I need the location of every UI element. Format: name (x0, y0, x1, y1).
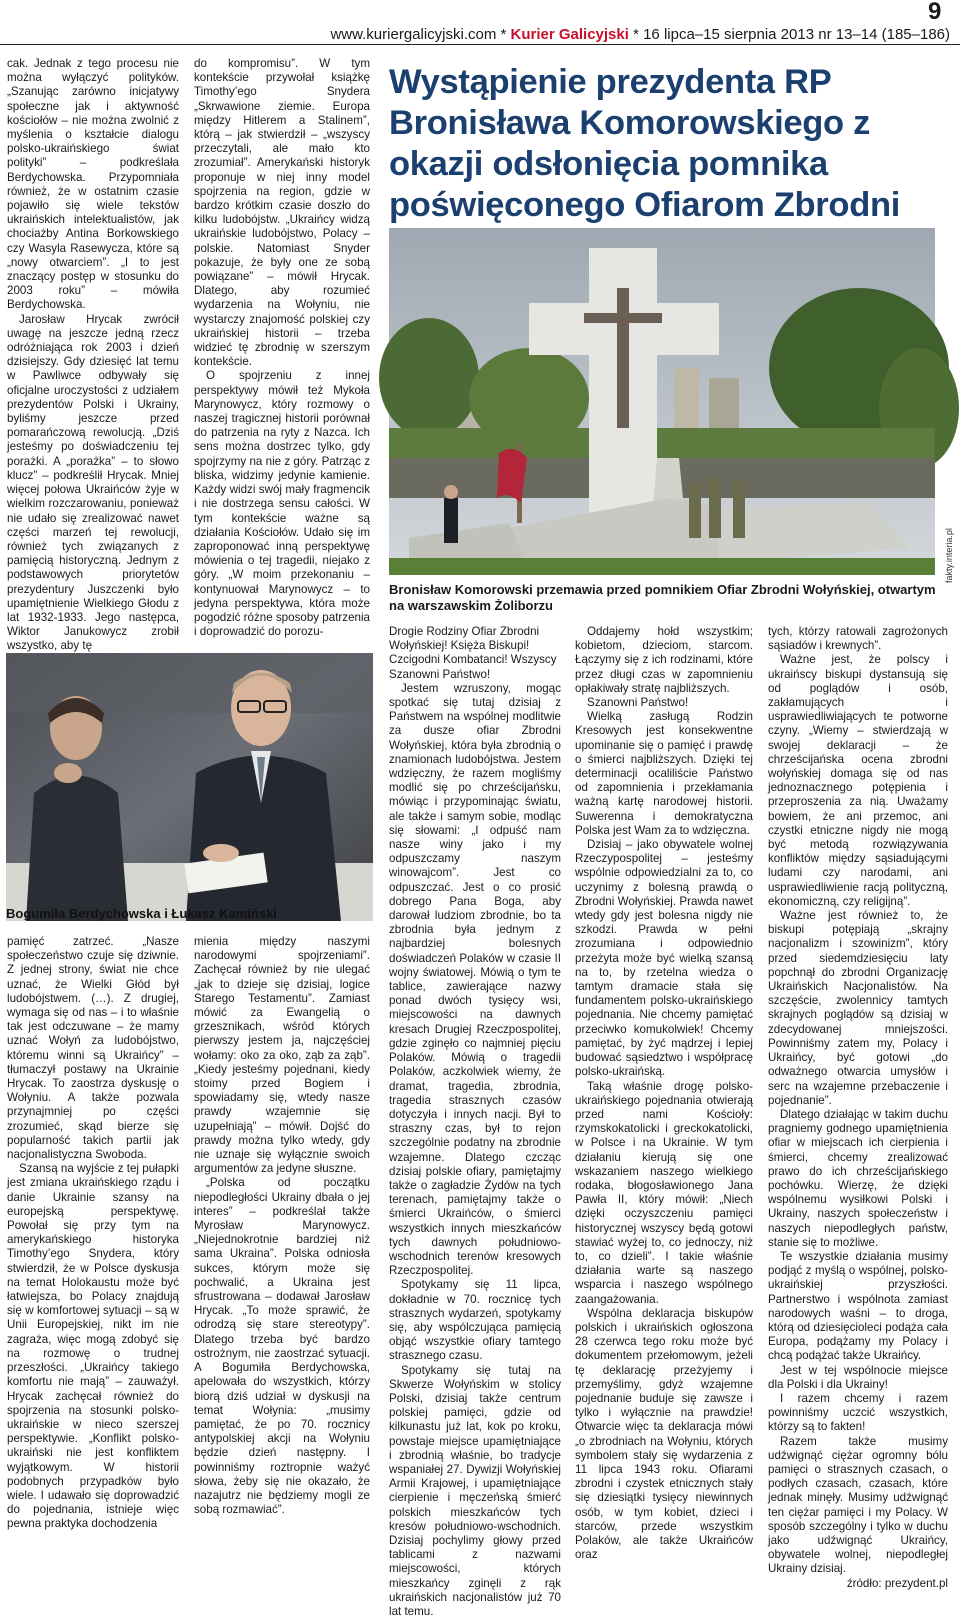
paragraph: Taką właśnie drogę polsko-ukraińskiego pojednania otwierają przed nami Kościoły: rzymskokatolicki i greckokatolicki, w Polsce i na Ukrainie. W tym działaniu kierują się one wskazaniem naszego wielkiego rodaka, błogosławionego Jana Pawła II, który mówił: „Niech dzięki oczyszczeniu pamięci historycznej wszyscy będą gotowi stawiać wyżej to, co jednoczy, niż to, co dzieli”. I takie właśnie działania warte są naszego wsparcia i naszego wspólnego zaangażowania. (575, 1079, 753, 1306)
paragraph: cak. Jednak z tego procesu nie można wyłączyć polityków. „Szanując zarówno inicjatywy społeczne jak i aktywność kościołów – nie można zwolnić z myślenia o kształcie dialogu polsko-ukraińskiego świat polityki” – podkreślała Berdychowska. Przypomniała również, że w ostatnim czasie pojawiło się wiele tekstów ukraińskich intelektualistów, jak chociażby Antina Borkowskiego czy Wasyla Rasewycza, które są „nowy otwarciem”. „I to jest znaczący postęp w stosunku do 2003 roku” – mówiła Berdychowska. (7, 57, 179, 312)
masthead (330, 26, 950, 43)
paragraph: I razem chcemy i razem powinniśmy uczcić wszystkich, którzy są to fakten! (768, 1391, 948, 1434)
article-right-col3 (389, 625, 561, 1619)
paragraph: Ważne jest również to, że biskupi potępiają „skrajny nacjonalizm i szowinizm”, który przed siedemdziesięciu laty popchnął do zbrodni Organizację Ukraińskich Nacjonalistów. Na szczęście, zwolennicy tamtych skrajnych poglądów są dzisiaj w zdecydowanej mniejszości. Powinniśmy zatem my, Polacy i Ukraińcy, być gotowi „do odważnego otwarcia umysłów i serc na wzajemne przebaczenie i pojednanie”. (768, 909, 948, 1107)
headline: Wystąpienie prezydenta RP Bronisława Komorowskiego z okazji odsłonięcia pomnika poświęconego Ofiarom Zbrodni (389, 63, 901, 224)
paragraph: Razem także musimy udźwignąć ciężar ogromny bólu pamięci o strasznych czasach, o podłych czasach, czasach, które jednak minęły. Musimy udźwignąć ten ciężar pamięci i my Polacy. W sposób szczególny i tylko w duchu jako udźwignąć Ukraińcy, obywatele wolnej, niepodległej Ukrainy dzisiaj. (768, 1434, 948, 1576)
paragraph: Spotykamy się tutaj na Skwerze Wołyńskim w stolicy Polski, dzisiaj także centrum polskiej pamięci, gdzie od kilkunastu już lat, kok po kroku, powstaje miejsce upamiętniające i zbrodnią właśnie, bo tradycje wspaniałej 27. Dywizji Wołyńskiej Armii Krajowej, i upamiętniające cierpienie i męczeńską śmierć polskich mieszkańców tych kresów południowo-wschodnich. Dzisiaj pochylimy głowy przed tablicami z nazwami miejscowości, których mieszkańcy zginęli z rąk ukraińskich nacjonalistów już 70 lat temu. (389, 1363, 561, 1619)
paragraph: Dzisiaj – jako obywatele wolnej Rzeczypospolitej – jesteśmy wspólnie odpowiedzialni za to, co uczynimy z bolesną prawdą o Zbrodni Wołyńskiej. Prawda nawet wtedy gdy jest bolesna nigdy nie szkodzi. Prawda w pełni zrozumiana i odpowiednio przeżyta może być wielką szansą na to, by rzetelna wiedza o tamtym dramacie stała się fundamentem polsko-ukraińskiego pojednania. Nie chcemy pamiętać przeciwko komukolwiek! Chcemy pamiętać, by żyć mądrzej i lepiej budować sąsiedztwo i współpracę polsko-ukraińską. (575, 838, 753, 1079)
paragraph: Te wszystkie działania musimy podjąć z myślą o wspólnej, polsko-ukraińskiej przyszłości. Partnerstwo i wspólnota zamiast narodowych waśni – to droga, którą od dziesięcioleci podąża cała Europa, podążamy my Polacy i chcą podążać także Ukraińcy. (768, 1249, 948, 1363)
page-number: 9 (928, 0, 942, 25)
paragraph: do kompromisu”. W tym kontekście przywołał książkę Timothy’ego Snydera „Skrwawione ziemie. Europa między Hitlerem a Stalinem”, którą – jak stwierdził – „wszyscy przeczytali, ale mało kto zrozumiał”. Amerykański historyk proponuje w niej inny model spojrzenia na region, gdzie w bardzo krótkim czasie doszło do kilku ludobójstw. „Ukraińcy widzą ukraińskie ludobójstwo, Polacy – polskie. Natomiast Snyder pokazuje, że były one ze sobą powiązane” – mówił Hrycak. Dlatego, aby rozumieć wydarzenia na Wołyniu, nie wystarczy znajomość polskiej czy ukraińskiej historii – trzeba widzieć tę zbrodnię w szerszym kontekście. (194, 57, 370, 369)
greeting: Drogie Rodziny Ofiar Zbrodni Wołyńskiej! Księża Biskupi! Czcigodni Kombatanci! Wszyscy Szanowni Państwo! (389, 625, 557, 681)
source-note: źródło: prezydent.pl (846, 1576, 948, 1590)
article-left-col1-top (7, 57, 179, 653)
paragraph: Spotykamy się 11 lipca, dokładnie w 70. rocznicę tych strasznych wydarzeń, spotykamy się, aby wspólczująca pamięcią objąć wszystkie ofiary tamtego strasznego czasu. (389, 1278, 561, 1363)
photo-berdychowska-kaminski (6, 653, 373, 921)
paragraph: Jest w tej wspólnocie miejsce dla Polski i dla Ukrainy! (768, 1363, 948, 1391)
article-left-col1-bottom (7, 935, 179, 1531)
photo-komorowski-monument (389, 228, 935, 575)
article-left-col2-bottom (194, 935, 370, 1517)
photo-credit: fakty.interia.pl (944, 528, 954, 583)
paragraph: „Polska od początku niepodległości Ukrainy dbała o jej interes” – podkreślał także Myrosław Marynowycz. „Niejednokrotnie bardziej niż sama Ukraina”. Polska odniosła sukces, którym może się pochwalić, a Ukraina jest sfrustrowana – dodawał Jarosław Hrycak. „To może sprawić, że odrodzą się stare stereotypy”. Dlatego trzeba być bardzo ostrożnym, nie zaostrzać sytuacji. A Bogumiła Berdychowska, apelowała do wszystkich, którzy biorą dziś udział w dyskusji na temat Wołynia: „musimy pamiętać, że po 70. rocznicy antypolskiej akcji na Wołyniu będzie dzień następny. I powinniśmy roztropnie ważyć słowa, żeby się nie okazało, że nazajutrz nie będziemy mogli ze sobą rozmawiać”. (194, 1176, 370, 1517)
paragraph: Dlatego działając w takim duchu pragniemy godnego upamiętnienia ofiar w miejscach ich cierpienia i śmierci, chcemy zrealizować prawo do ich chrześcijańskiego pochówku. Wierzę, że dzięki wspólnemu wysiłkowi Polski i Ukrainy, naszych społeczeństw i naszych niepodległych państw, stanie się to możliwe. (768, 1107, 948, 1249)
paragraph: O spojrzeniu z innej perspektywy mówił też Mykoła Marynowycz, który rozmowy o naszej tragicznej historii porównał do patrzenia na ryty z Nazca. Ich sens można dostrzec tylko, gdy spojrzymy na nie z góry. Patrząc z bliska, widzimy jedynie kamienie. Każdy widzi swój mały fragmencik i nie dostrzega sensu całości. W tym kontekście ważne są działania Kościołów. Udało się im zaproponować inną perspektywę mówienia o tej tragedii, niejako z góry. „W moim przekonaniu – kontynuował Marynowycz – to jedyna perspektywa, która może pogodzić różne sposoby patrzenia i doprowadzić do porozu- (194, 369, 370, 639)
photo-image (389, 228, 935, 575)
paragraph: Wspólna deklaracja biskupów polskich i ukraińskich ogłoszona 28 czerwca tego roku może być dokumentem przełomowym, jeżeli tę deklarację przeżyjemy i przemyślimy, gdyż wzajemne pojednanie buduje się zawsze i tylko i wyłącznie na prawdzie! Otwarcie więc ta deklaracja mówi „o zbrodniach na Wołyniu, których symbolem stały się wydarzenia z 11 lipca 1943 roku. Ofiarami zbrodni i czystek etnicznych stały się dziesiątki tysięcy niewinnych osób, w tym kobiet, dzieci i starców, przede wszystkim Polaków, ale także Ukraińców oraz (575, 1306, 753, 1562)
article-right-col5 (768, 625, 948, 1590)
paragraph: mienia między naszymi narodowymi spojrzeniami”. Zachęcał również by nie ulegać „jak to dzieje się dzisiaj, logice Starego Testamentu”. Zamiast mówić za Ewangelią o grzesznikach, wśród których pierwszy jestem ja, najczęściej wołamy: oko za oko, ząb za ząb”. „Kiedy jesteśmy pojednani, kiedy stoimy przed Bogiem i spowiadamy się, wtedy nasze prawdy wzajemnie się uzupełniają” – mówił. Dojść do prawdy można tylko wtedy, gdy nie uznaje się wyłącznie swoich argumentów za jedyne słuszne. (194, 935, 370, 1176)
photo-caption-left: Bogumiła Berdychowska i Łukasz Kamiński (6, 906, 277, 921)
header-rule (0, 44, 960, 45)
paragraph: Jestem wzruszony, mogąc spotkać się tutaj dzisiaj z Państwem na wspólnej modlitwie za dusze ofiar Zbrodni Wołyńskiej, która była zbrodnią o znamionach ludobójstwa. Jestem wdzięczny, że razem mogliśmy modlić się po chrześcijańsku, mówiąc i przypominając światu, ale także i samym sobie, modląc się słowami: „I odpuść nam nasze winy jako i my odpuszczamy naszym winowajcom”. Jest co odpuszczać. Jest o co prosić dobrego Pana Boga, aby darował ludziom zbrodnie, bo ta zbrodnia była jednym z najbardziej bolesnych doświadczeń Polaków w czasie II wojny światowej. Mówią o tym te tablice, zawierające nazwy ponad dwóch tysięcy wsi, miejscowości na dawnych kresach Drugiej Rzeczpospolitej, gdzie zginęło co najmniej pięciu Polaków. Mówią o tragedii Polaków, aczkolwiek wiemy, że dramat, tragedia, zbrodnia, tragedia strasznych czasów dotyczyła i innych nacji. Był to straszny czas, był to rejon szczególnie podatny na zbrodnie wzajemne. Dlatego czcząc dzisiaj polskie ofiary, pamiętajmy także o zagładzie Żydów na tych terenach, pamiętajmy także o śmierci Ukraińców, o śmierci wszystkich innych mieszkańców tych dawnych południowo-wschodnich terenów kresowych Rzeczpospolitej. (389, 681, 561, 1278)
photo-caption-right: Bronisław Komorowski przemawia przed pomnikiem Ofiar Zbrodni Wołyńskiej, otwartym na warszawskim Żoliborzu (389, 582, 936, 613)
paragraph: Jarosław Hrycak zwrócił uwagę na jeszcze jedną rzecz odróżniająca rok 2003 i dzień dzisiejszy. Gdy dziesięć lat temu w Pawliwce odbywały się oficjalne uroczystości z udziałem prezydentów Polski i Ukrainy, byliśmy jeszcze przed pomarańczową rewolucją. „Dziś jesteśmy po doświadczeniu tej porażki. A „porażka” – to słowo klucz” – podkreślił Hrycak. Mniej więcej połowa Ukraińców żyje w wielkim rozczarowaniu, ponieważ nie udało się zrealizować nawet części marzeń tej rewolucji, również tych związanych z pamięcią historyczną. Jednym z podstawowych priorytetów prezydentury Juszczenki było upamiętnienie Wielkiego Głodu z lat 1932-1933. Jego następca, Wiktor Janukowycz zrobił wszystko, aby tę (7, 312, 179, 653)
masthead-publication: Kurier Galicyjski (510, 26, 629, 43)
paragraph: pamięć zatrzeć. „Nasze społeczeństwo czuje się dziwnie. Z jednej strony, świat nie chce uznać, że Wielki Głód był ludobójstwem. (…). Z drugiej, wymaga się od nas – i to właśnie tak jest odczuwane – że mamy uznać Wołyń za ludobójstwo, któremu winni są Ukraińcy” – tłumaczył postawy na Ukrainie Hrycak. To zaostrza dyskusję o Wołyniu. A także pozwala przynajmniej po części zrozumieć, skąd bierze się popularność takich partii jak nacjonalistyczna Swoboda. (7, 935, 179, 1162)
article-left-col2-top (194, 57, 370, 644)
article-right-col4 (575, 625, 753, 1562)
masthead-url: www.kuriergalicyjski.com * (330, 26, 511, 43)
paragraph: Oddajemy hołd wszystkim; kobietom, dzieciom, starcom. Łączymy się z ich rodzinami, które przez długi czas w zapomnieniu opłakiwały stratę najbliższych. (575, 625, 753, 695)
paragraph: Ważne jest, że polscy i ukraińscy biskupi dystansują się od poglądów i osób, zakłamujących i usprawiedliwiających te potworne czyny. „Wiemy – stwierdzają w swojej deklaracji – że chrześcijańska ocena zbrodni wołyńskiej domaga się od nas jednoznacznego potępienia i przeproszenia za nią. Uważamy bowiem, że ani przemoc, ani czystki etniczne nigdy nie mogą być metodą rozwiązywania konfliktów między sąsiadującymi ludami czy narodami, ani usprawiedliwienie racją polityczną, ekonomiczną, czy religijną”. (768, 653, 948, 908)
paragraph: tych, którzy ratowali zagrożonych sąsiadów i krewnych”. (768, 625, 948, 653)
paragraph: Szansą na wyjście z tej pułapki jest zmiana ukraińskiego rządu i danie Ukrainie szansy na europejską perspektywę. Powołał się przy tym na amerykańskiego historyka Timothy’ego Snydera, który stwierdził, że w Polsce dyskusja na temat Holokaustu może być łatwiejsza, bo Polacy znajdują się w komfortowej sytuacji – są w Unii Europejskiej, nikt im nie zagraża, więc mogą zdobyć się na rozmowę o trudnej przeszłości. „Ukraińcy takiego komfortu nie mają” – zauważył. Hrycak zachęcał również do spojrzenia na stosunki polsko-ukraińskie w nieco szerszej perspektywie. „Konflikt polsko-ukraiński nie jest konfliktem wyjątkowym. W historii podobnych przypadków było wiele. I udawało się doprowadzić do pojednania, istnieje więc pewna praktyka dochodzenia (7, 1162, 179, 1531)
paragraph: Wielką zasługą Rodzin Kresowych jest konsekwentne upominanie się o pamięć i prawdę o śmierci najbliższych. Dzięki tej determinacji ocaliliście Państwo od zapomnienia i przekłamania ważną kartę narodowej historii. Suwerenna i demokratyczna Polska jest Wam za to wdzięczna. (575, 710, 753, 837)
photo-image (6, 653, 373, 921)
paragraph: Szanowni Państwo! (587, 696, 689, 710)
masthead-issue: * 16 lipca–15 sierpnia 2013 nr 13–14 (185–186) (628, 26, 950, 43)
